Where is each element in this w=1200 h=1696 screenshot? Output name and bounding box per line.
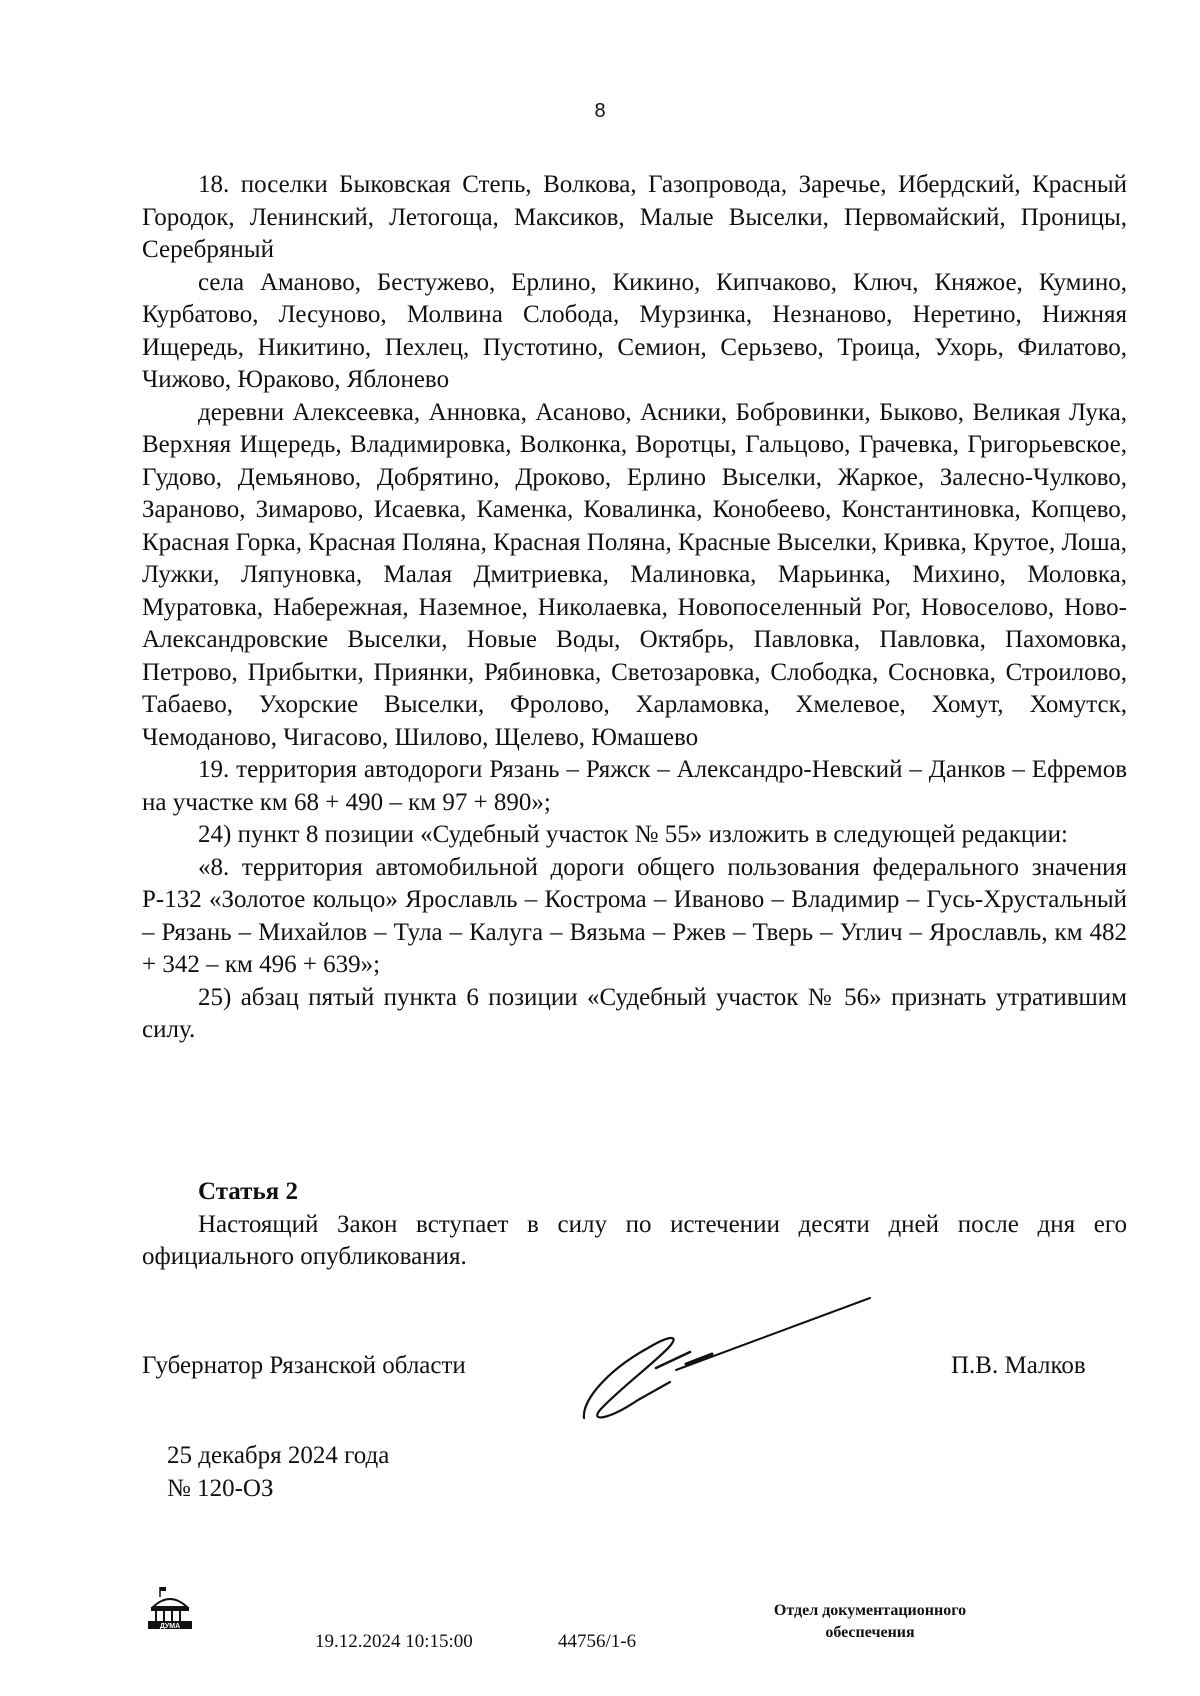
paragraph-amendment-25: 25) абзац пятый пункта 6 позиции «Судебный участок № 56» признать утратившим силу. <box>142 983 1127 1043</box>
paragraph-settlements-derevni: деревни Алексеевка, Анновка, Асаново, Асники, Бобровинки, Быково, Великая Лука, Верхняя Ищередь, Владимировка, Волконка, Воротцы, Гальцово, Грачевка, Григорьевское, Гудово, Демьяново, Добрятино, Дроково, Ерлино Выселки, Жаркое, Залесно-Чулково, Зараново, Зимарово, Исаевка, Каменка, Ковалинка, Конобеево, Константиновка, Копцево, Красная Горка, Красная Поляна, Красная Поляна, Красные Выселки, Кривка, Крутое, Лоша, Лужки, Ляпуновка, Малая Дмитриевка, Малиновка, Марьинка, Михино, Моловка, Муратовка, Набережная, Наземное, Николаевка, Новопоселенный Рог, Новоселово, Ново-Александровские Выселки, Новые Воды, Октябрь, Павловка, Павловка, Пахомовка, Петрово, Прибытки, Приянки, Рябиновка, Светозаровка, Слободка, Сосновка, Строилово, Табаево, Ухорские Выселки, Фролово, Харламовка, Хмелевое, Хомут, Хомутск, Чемоданово, Чигасово, Шилово, Щелево, Юмашево <box>142 398 1127 751</box>
article-2 <box>142 1176 1127 1274</box>
governor-title: Губернатор Рязанской области <box>142 1352 466 1379</box>
duma-logo-icon <box>147 1585 193 1631</box>
article-text: Настоящий Закон вступает в силу по истечении десяти дней после дня его официального опубликования. <box>142 1210 1127 1270</box>
svg-text:ДУМА: ДУМА <box>159 1623 181 1630</box>
article-title: Статья 2 <box>198 1178 298 1205</box>
paragraph-amendment-24: 24) пункт 8 позиции «Судебный участок № 55» изложить в следующей редакции: <box>198 821 1068 848</box>
law-number: № 120-ОЗ <box>167 1475 274 1502</box>
paragraph-settlements-poselki: 18. поселки Быковская Степь, Волкова, Газопровода, Заречье, Ибердский, Красный Городок, Ленинский, Летогоща, Максиков, Малые Выселки, Первомайский, Проницы, Серебряный <box>142 171 1127 263</box>
governor-name: П.В. Малков <box>951 1352 1086 1379</box>
paragraph-highway-8: «8. территория автомобильной дороги общего пользования федерального значения Р-132 «Золотое кольцо» Ярославль – Кострома – Иваново – Владимир – Гусь-Хрустальный – Рязань – Михайлов – Тула – Калуга – Вязьма – Ржев – Тверь – Углич – Ярославль, км 482 + 342 – км 496 + 639»; <box>142 853 1127 978</box>
date-block <box>167 1439 389 1505</box>
footer-doc-number: 44756/1-6 <box>558 1631 637 1652</box>
footer-dept-line2: обеспечения <box>825 1624 915 1641</box>
footer-datetime: 19.12.2024 10:15:00 <box>315 1631 473 1652</box>
footer-department-stamp <box>720 1600 1020 1644</box>
footer-dept-line1: Отдел документационного <box>773 1602 967 1619</box>
law-date: 25 декабря 2024 года <box>167 1442 390 1469</box>
paragraph-settlements-sela: села Аманово, Бестужево, Ерлино, Кикино, Кипчаково, Ключ, Княжое, Кумино, Курбатово, Лесуново, Молвина Слобода, Мурзинка, Незнаново, Неретино, Нижняя Ищередь, Никитино, Пехлец, Пустотино, Семион, Серьзево, Троица, Ухорь, Филатово, Чижово, Юраково, Яблонево <box>142 268 1127 393</box>
document-body <box>142 169 1127 1047</box>
handwritten-signature <box>578 1290 878 1430</box>
paragraph-highway-19: 19. территория автодороги Рязань – Ряжск – Александро-Невский – Данков – Ефремов на участке км 68 + 490 – км 97 + 890»; <box>142 756 1127 816</box>
page-number: 8 <box>594 100 606 122</box>
